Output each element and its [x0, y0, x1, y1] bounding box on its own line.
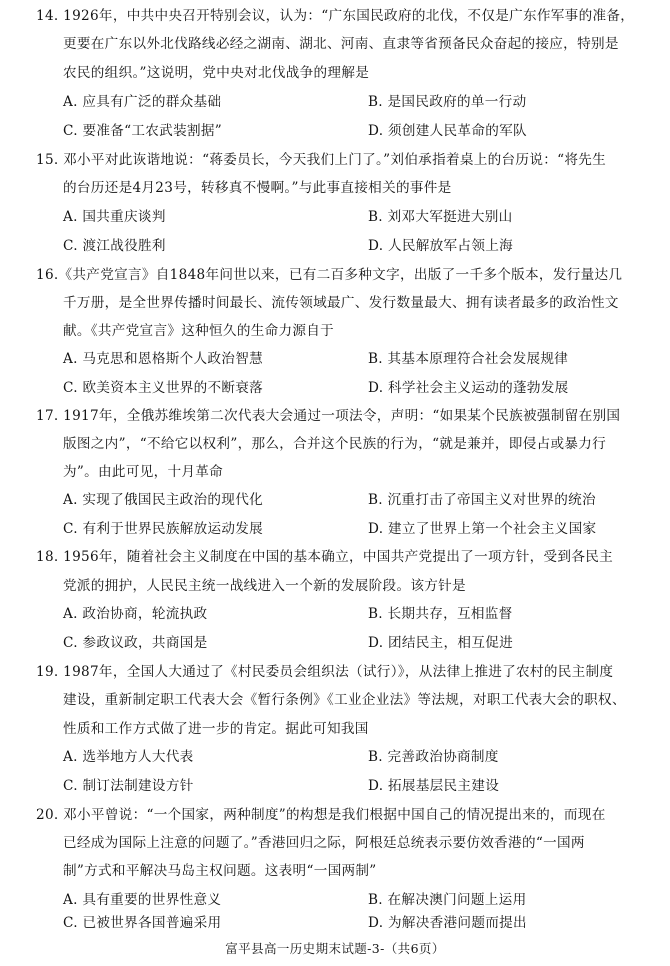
q20-option-c: C. 已被世界各国普遍采用: [63, 915, 222, 931]
q18-option-b: B. 长期共存，互相监督: [368, 606, 513, 622]
q14-stem-line-2: 更要在广东以外北伐路线必经之湖南、湖北、河南、直隶等省预备民众奋起的接应，特别是: [63, 36, 619, 52]
q16-option-a: A. 马克思和恩格斯个人政治智慧: [63, 351, 263, 367]
q20-stem-line-1: 20. 邓小平曾说：“一个国家，两种制度”的构想是我们根据中国自己的情况提出来的，而现在: [36, 807, 606, 823]
q18-stem-line-2: 党派的拥护，人民民主统一战线进入一个新的发展阶段。该方针是: [63, 578, 466, 594]
q15-stem-line-1: 15. 邓小平对此诙谐地说：“蒋委员长，今天我们上门了。”刘伯承指着桌上的台历说：“将先生: [36, 152, 607, 168]
q14-stem-line-3: 农民的组织。”这说明，党中央对北伐战争的理解是: [63, 65, 370, 81]
q17-option-d: D. 建立了世界上第一个社会主义国家: [368, 521, 597, 537]
q19-stem-line-3: 性质和工作方式做了进一步的肯定。据此可知我国: [63, 721, 369, 737]
q18-option-a: A. 政治协商，轮流执政: [63, 606, 208, 622]
q17-stem-line-3: 为”。由此可见，十月革命: [63, 464, 224, 480]
q14-stem-line-1: 14. 1926年，中共中央召开特别会议，认为：“广东国民政府的北伐，不仅是广东作军事的准备，: [36, 8, 635, 24]
q15-stem-line-2: 的台历还是4月23号，转移真不慢啊。”与此事直接相关的事件是: [63, 180, 452, 196]
q16-option-d: D. 科学社会主义运动的蓬勃发展: [368, 380, 569, 396]
q14-option-b: B. 是国民政府的单一行动: [368, 94, 527, 110]
q15-option-b: B. 刘邓大军挺进大别山: [368, 209, 513, 225]
q19-option-a: A. 选举地方人大代表: [63, 749, 194, 765]
q15-option-d: D. 人民解放军占领上海: [368, 238, 513, 254]
q16-stem-line-2: 千万册，是全世界传播时间最长、流传领域最广、发行数量最大、拥有读者最多的政治性文: [63, 295, 619, 311]
q19-option-d: D. 拓展基层民主建设: [368, 778, 500, 794]
q16-option-c: C. 欧美资本主义世界的不断衰落: [63, 380, 264, 396]
q19-option-c: C. 制订法制建设方针: [63, 778, 194, 794]
q18-option-d: D. 团结民主，相互促进: [368, 635, 513, 651]
q17-option-a: A. 实现了俄国民主政治的现代化: [63, 492, 263, 508]
q18-option-c: C. 参政议政，共商国是: [63, 635, 208, 651]
q14-option-c: C. 要准备“工农武装割据”: [63, 123, 223, 139]
q14-option-d: D. 须创建人民革命的军队: [368, 123, 527, 139]
q19-stem-line-1: 19. 1987年，全国人大通过了《村民委员会组织法（试行）》，从法律上推进了农村的民主制度: [36, 664, 614, 680]
q20-option-a: A. 具有重要的世界性意义: [63, 892, 222, 908]
q15-option-c: C. 渡江战役胜利: [63, 238, 166, 254]
q16-stem-line-1: 16.《共产党宣言》自1848年问世以来，已有二百多种文字，出版了一千多个版本，发行量达几: [36, 267, 623, 283]
q15-option-a: A. 国共重庆谈判: [63, 209, 166, 225]
q20-stem-line-3: 制”方式和平解决马岛主权问题。这表明“一国两制”: [63, 863, 377, 879]
q17-option-b: B. 沉重打击了帝国主义对世界的统治: [368, 492, 596, 508]
q20-stem-line-2: 已经成为国际上注意的问题了。”香港回归之际，阿根廷总统表示要仿效香港的“一国两: [63, 835, 585, 851]
q16-stem-line-3: 献。《共产党宣言》这种恒久的生命力源自于: [63, 323, 335, 339]
q17-stem-line-1: 17. 1917年，全俄苏维埃第二次代表大会通过一项法令，声明：“如果某个民族被强制留在别国: [36, 408, 621, 424]
q16-option-b: B. 其基本原理符合社会发展规律: [368, 351, 569, 367]
q19-option-b: B. 完善政治协商制度: [368, 749, 499, 765]
q20-option-d: D. 为解决香港问题而提出: [368, 915, 527, 931]
q17-stem-line-2: 版图之内”，“不给它以权利”，那么，合并这个民族的行为，“就是兼并，即侵占或暴力行: [63, 436, 607, 452]
page-footer: 富平县高一历史期末试题-3-（共6页）: [225, 941, 445, 956]
q20-option-b: B. 在解决澳门问题上运用: [368, 892, 527, 908]
q17-option-c: C. 有利于世界民族解放运动发展: [63, 521, 264, 537]
q18-stem-line-1: 18. 1956年，随着社会主义制度在中国的基本确立，中国共产党提出了一项方针，受到各民主: [36, 549, 614, 565]
q19-stem-line-2: 建设，重新制定职工代表大会《暂行条例》《工业企业法》等法规，对职工代表大会的职权、: [63, 692, 626, 708]
q14-option-a: A. 应具有广泛的群众基础: [63, 94, 222, 110]
